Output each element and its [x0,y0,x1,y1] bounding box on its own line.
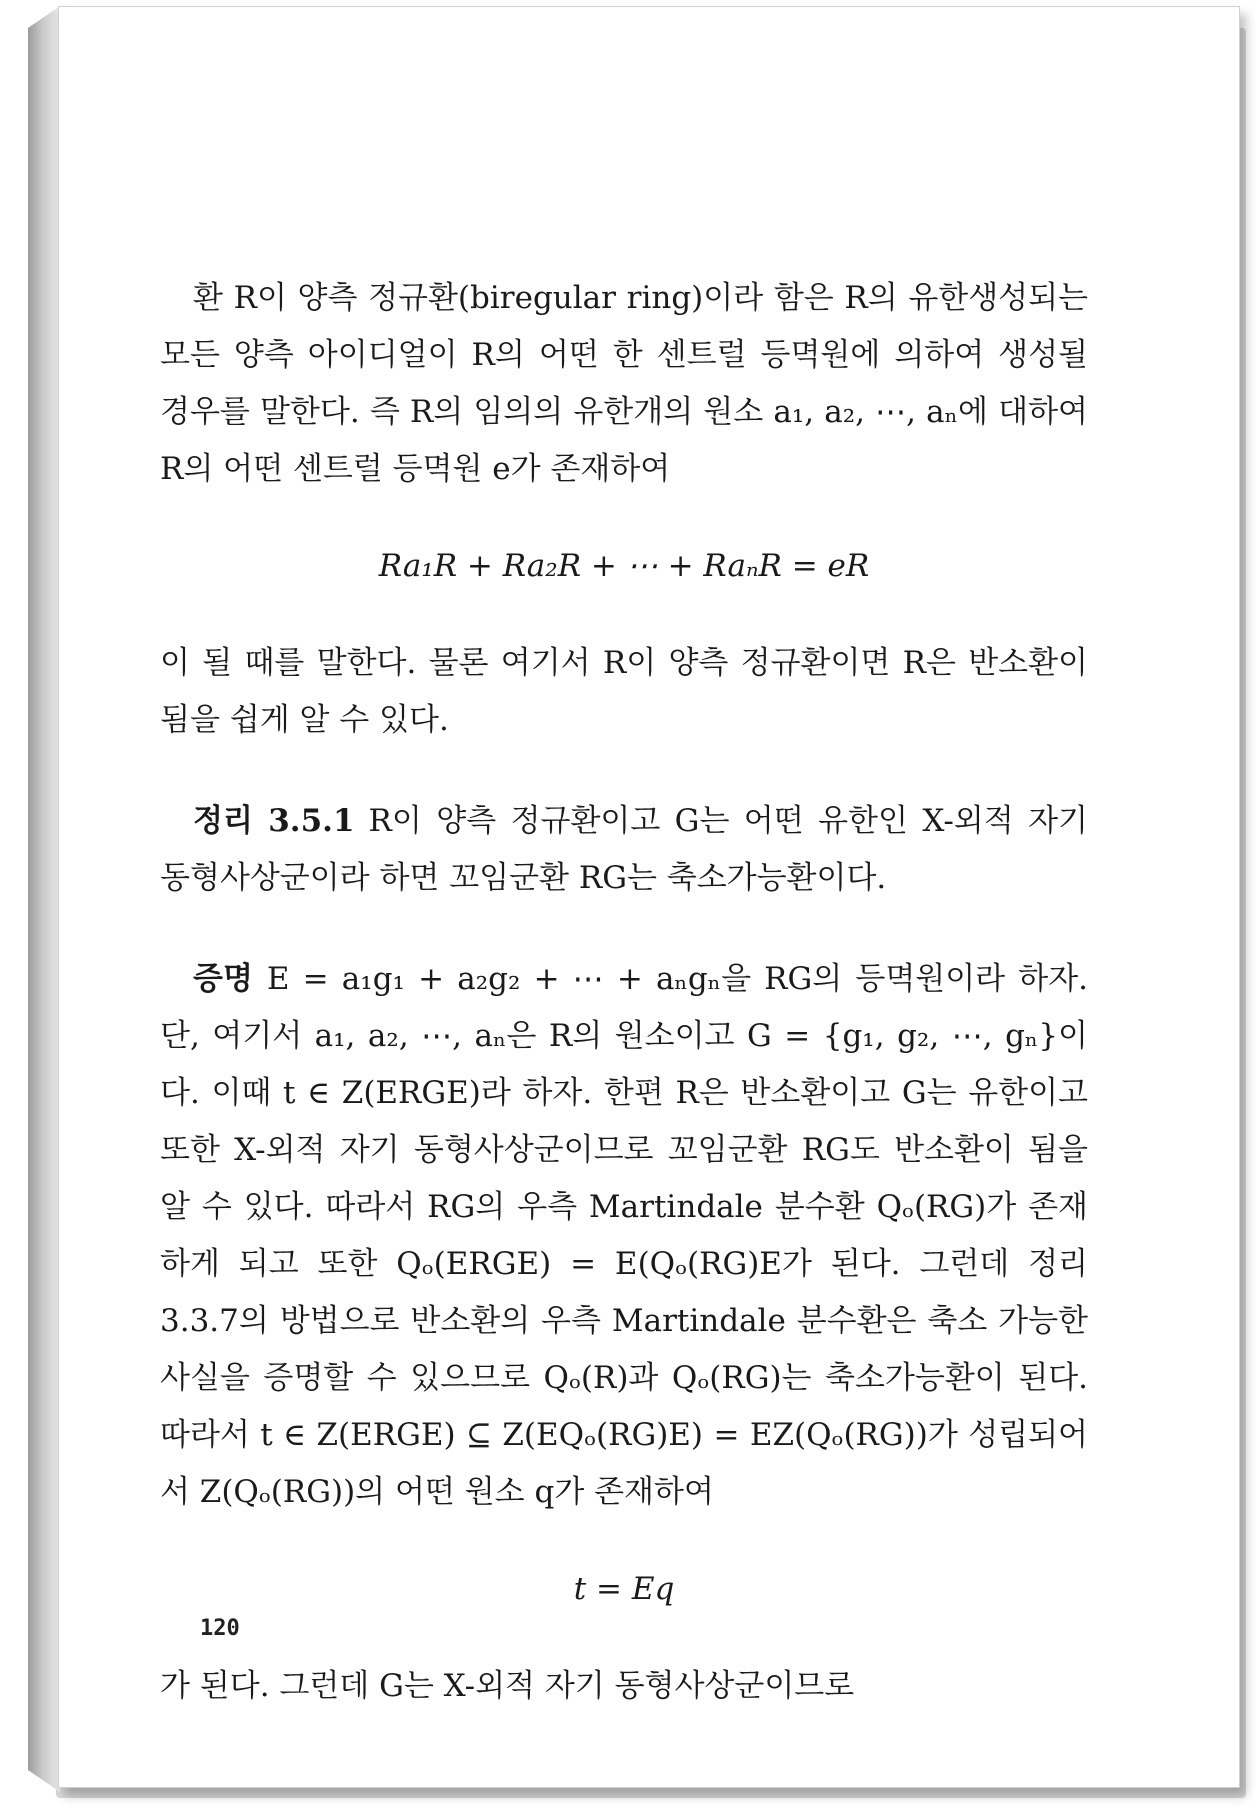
definition-paragraph: 환 R이 양측 정규환(biregular ring)이라 함은 R의 유한생성되는 모든 양측 아이디얼이 R의 어떤 한 센트럴 등멱원에 의하여 생성될 경우를 말한다. 즉 R의 임의의 유한개의 원소 a₁, a₂, ⋯, aₙ에 대하여 R의 어떤 센트럴 등멱원 e가 존재하여 [160,280,1088,487]
book-spine [28,6,60,1792]
remark-paragraph: 이 될 때를 말한다. 물론 여기서 R이 양측 정규환이면 R은 반소환이 됨을 쉽게 알 수 있다. [160,645,1088,738]
page-content [160,270,1088,1715]
proof-label: 증명 [193,961,253,997]
proof-paragraph [160,951,1088,1521]
equation-t-eq: t = Eq [573,1571,675,1607]
equation-ideal-sum: Ra₁R + Ra₂R + ⋯ + RaₙR = eR [378,548,870,584]
theorem-paragraph [160,793,1088,907]
closing-paragraph: 가 된다. 그런데 G는 X-외적 자기 동형사상군이므로 [160,1668,855,1704]
theorem-label: 정리 3.5.1 [193,803,355,839]
proof-text: E = a₁g₁ + a₂g₂ + ⋯ + aₙgₙ을 RG의 등멱원이라 하자. 단, 여기서 a₁, a₂, ⋯, aₙ은 R의 원소이고 G = {g₁, g₂, ⋯, gₙ}이다. 이때 t ∈ Z(ERGE)라 하자. 한편 R은 반소환이고 G는 유한이고 또한 X-외적 자기 동형사상군이므로 꼬임군환 RG도 반소환이 됨을 알 수 있다. 따라서 RG의 우측 Martindale 분수환 Qₒ(RG)가 존재하게 되고 또한 Qₒ(ERGE) = E(Qₒ(RG)E가 된다. 그런데 정리 3.3.7의 방법으로 반소환의 우측 Martindale 분수환은 축소 가능한 사실을 증명할 수 있으므로 Qₒ(R)과 Qₒ(RG)는 축소가능환이 된다. 따라서 t ∈ Z(ERGE) ⊆ Z(EQₒ(RG)E) = EZ(Qₒ(RG))가 성립되어서 Z(Qₒ(RG))의 어떤 원소 q가 존재하여 [160,961,1088,1510]
page-number: 120 [200,1616,240,1641]
theorem-text: R이 양측 정규환이고 G는 어떤 유한인 X-외적 자기 동형사상군이라 하면 꼬임군환 RG는 축소가능환이다. [160,803,1088,896]
